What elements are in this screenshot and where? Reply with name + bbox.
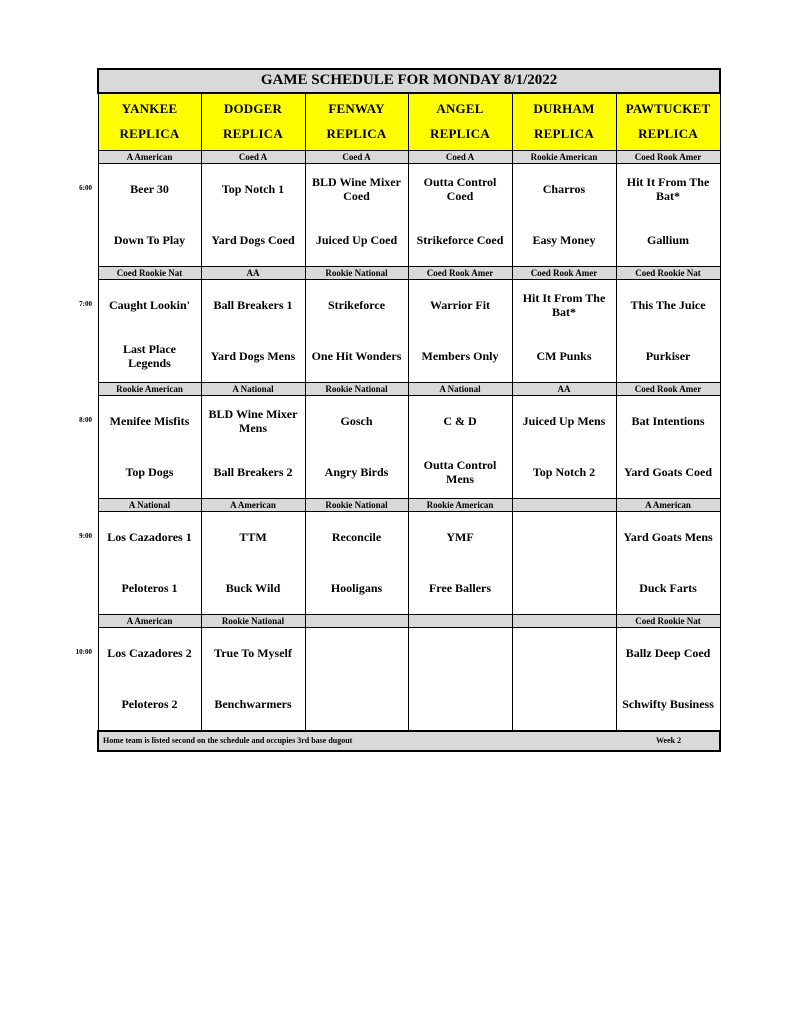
team-cell: Members Only — [408, 331, 512, 383]
team-cell: Reconcile — [305, 512, 408, 564]
time-label: 10:00 — [75, 648, 92, 657]
team-cell: Duck Farts — [616, 563, 720, 615]
game-row-visitor — [98, 396, 720, 448]
team-cell: Top Dogs — [98, 447, 201, 499]
week-label: Week 2 — [655, 736, 682, 746]
team-cell: C & D — [408, 396, 512, 448]
team-cell: Yard Goats Coed — [616, 447, 720, 499]
field-subtitle: REPLICA — [119, 126, 180, 141]
team-cell: Hit It From The Bat* — [512, 280, 616, 332]
division-row — [98, 151, 720, 164]
team-cell: Top Notch 1 — [201, 164, 305, 216]
division-label: A National — [201, 383, 305, 396]
team-cell: YMF — [408, 512, 512, 564]
team-cell: TTM — [201, 512, 305, 564]
division-row — [98, 615, 720, 628]
team-cell — [512, 512, 616, 564]
division-label: Rookie American — [408, 499, 512, 512]
team-cell: Hooligans — [305, 563, 408, 615]
team-cell: Peloteros 2 — [98, 679, 201, 731]
footer-cell — [98, 731, 720, 751]
division-label: Rookie National — [201, 615, 305, 628]
schedule-table — [97, 68, 721, 752]
field-name: YANKEE — [121, 101, 178, 117]
field-subtitle: REPLICA — [430, 126, 490, 141]
game-row-home — [98, 563, 720, 615]
division-label: Coed Rook Amer — [616, 383, 720, 396]
game-row-visitor — [98, 280, 720, 332]
team-cell: Free Ballers — [408, 563, 512, 615]
division-label: Coed Rook Amer — [512, 267, 616, 280]
division-row — [98, 499, 720, 512]
division-label: AA — [201, 267, 305, 280]
team-cell: Last Place Legends — [98, 331, 201, 383]
team-cell: Juiced Up Coed — [305, 215, 408, 267]
team-cell: Caught Lookin' — [98, 280, 201, 332]
division-label: Rookie National — [305, 499, 408, 512]
division-label: Rookie National — [305, 267, 408, 280]
team-cell: Buck Wild — [201, 563, 305, 615]
team-cell: Outta Control Coed — [408, 164, 512, 216]
team-cell: Easy Money — [512, 215, 616, 267]
division-label: Coed A — [201, 151, 305, 164]
division-label: Coed Rook Amer — [616, 151, 720, 164]
team-cell: Ball Breakers 1 — [201, 280, 305, 332]
team-cell: CM Punks — [512, 331, 616, 383]
game-row-home — [98, 331, 720, 383]
team-cell: Yard Dogs Mens — [201, 331, 305, 383]
field-subtitle: REPLICA — [223, 126, 283, 141]
field-subtitle: REPLICA — [638, 126, 698, 141]
time-label: 8:00 — [79, 416, 92, 425]
division-label: Coed Rookie Nat — [98, 267, 201, 280]
footer-row — [98, 731, 720, 751]
division-label: A American — [98, 151, 201, 164]
footer-note: Home team is listed second on the schedule and occupies 3rd base dugout — [103, 736, 353, 746]
team-cell — [512, 628, 616, 680]
team-cell — [305, 628, 408, 680]
team-cell: Warrior Fit — [408, 280, 512, 332]
field-subtitle: REPLICA — [326, 126, 387, 141]
team-cell — [408, 679, 512, 731]
team-cell: Down To Play — [98, 215, 201, 267]
team-cell — [512, 563, 616, 615]
team-cell: Bat Intentions — [616, 396, 720, 448]
team-cell: Top Notch 2 — [512, 447, 616, 499]
team-cell — [305, 679, 408, 731]
division-label: Coed A — [408, 151, 512, 164]
team-cell: Outta Control Mens — [408, 447, 512, 499]
team-cell: Yard Dogs Coed — [201, 215, 305, 267]
team-cell: Menifee Misfits — [98, 396, 201, 448]
field-header — [512, 93, 616, 151]
field-header — [305, 93, 408, 151]
team-cell: Ball Breakers 2 — [201, 447, 305, 499]
team-cell: True To Myself — [201, 628, 305, 680]
team-cell: This The Juice — [616, 280, 720, 332]
team-cell: Beer 30 — [98, 164, 201, 216]
game-row-visitor — [98, 512, 720, 564]
field-header — [616, 93, 720, 151]
division-label: A American — [201, 499, 305, 512]
time-label: 7:00 — [79, 300, 92, 309]
team-cell: Benchwarmers — [201, 679, 305, 731]
team-cell: BLD Wine Mixer Mens — [201, 396, 305, 448]
field-header — [98, 93, 201, 151]
schedule-title: GAME SCHEDULE FOR MONDAY 8/1/2022 — [98, 69, 720, 93]
team-cell: Hit It From The Bat* — [616, 164, 720, 216]
team-cell: Gallium — [616, 215, 720, 267]
division-label: Rookie American — [512, 151, 616, 164]
field-subtitle: REPLICA — [534, 126, 594, 141]
division-label — [305, 615, 408, 628]
team-cell: Peloteros 1 — [98, 563, 201, 615]
division-label: Coed Rookie Nat — [616, 267, 720, 280]
division-label: Coed Rook Amer — [408, 267, 512, 280]
game-row-visitor — [98, 628, 720, 680]
team-cell: Yard Goats Mens — [616, 512, 720, 564]
time-label: 6:00 — [79, 184, 92, 193]
division-label: Rookie American — [98, 383, 201, 396]
team-cell: Strikeforce Coed — [408, 215, 512, 267]
division-label: Coed Rookie Nat — [616, 615, 720, 628]
team-cell: Ballz Deep Coed — [616, 628, 720, 680]
team-cell: Los Cazadores 2 — [98, 628, 201, 680]
field-header-row — [98, 93, 720, 151]
division-label: Rookie National — [305, 383, 408, 396]
team-cell: Angry Birds — [305, 447, 408, 499]
field-name: PAWTUCKET — [625, 101, 711, 117]
division-label — [512, 499, 616, 512]
game-row-home — [98, 215, 720, 267]
division-label: Coed A — [305, 151, 408, 164]
time-label: 9:00 — [79, 532, 92, 541]
team-cell: Schwifty Business — [616, 679, 720, 731]
division-label: A National — [98, 499, 201, 512]
division-label — [512, 615, 616, 628]
team-cell: Gosch — [305, 396, 408, 448]
game-row-home — [98, 679, 720, 731]
game-row-visitor — [98, 164, 720, 216]
field-name: ANGEL — [436, 101, 484, 117]
team-cell: Strikeforce — [305, 280, 408, 332]
division-label — [408, 615, 512, 628]
field-name: FENWAY — [328, 101, 385, 117]
division-row — [98, 383, 720, 396]
team-cell: BLD Wine Mixer Coed — [305, 164, 408, 216]
game-row-home — [98, 447, 720, 499]
field-name: DURHAM — [533, 101, 595, 117]
schedule-body — [98, 69, 720, 751]
team-cell: Charros — [512, 164, 616, 216]
team-cell — [512, 679, 616, 731]
division-label: A National — [408, 383, 512, 396]
division-label: AA — [512, 383, 616, 396]
division-label: A American — [98, 615, 201, 628]
team-cell: One Hit Wonders — [305, 331, 408, 383]
team-cell: Los Cazadores 1 — [98, 512, 201, 564]
division-label: A American — [616, 499, 720, 512]
division-row — [98, 267, 720, 280]
field-header — [408, 93, 512, 151]
team-cell: Juiced Up Mens — [512, 396, 616, 448]
team-cell — [408, 628, 512, 680]
field-header — [201, 93, 305, 151]
team-cell: Purkiser — [616, 331, 720, 383]
field-name: DODGER — [223, 101, 283, 117]
